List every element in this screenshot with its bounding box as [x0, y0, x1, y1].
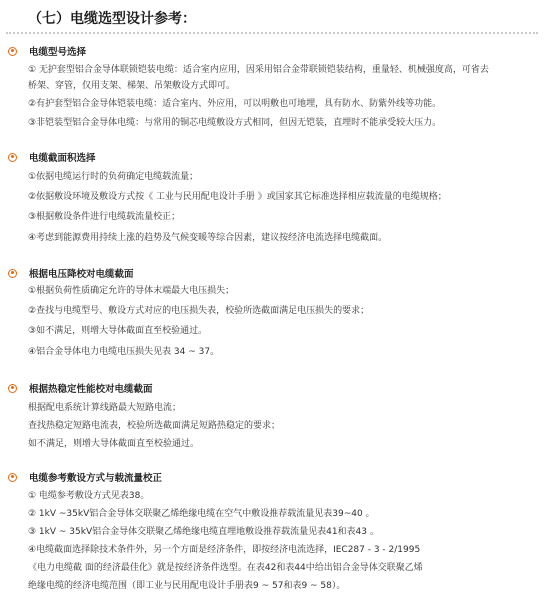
paragraph-line: ② 1kV ~35kV铝合金导体交联聚乙烯绝缘电缆在空气中敷设推荐载流量见表39~40 。	[28, 509, 375, 519]
title-divider	[6, 32, 538, 34]
section-heading-cable-model	[8, 44, 86, 58]
section-heading-cross-section	[8, 150, 96, 164]
paragraph-line: 查找热稳定短路电流表，校验所选截面满足短路热稳定的要求；	[28, 421, 281, 431]
paragraph-line: 桥架、穿管，仅用支架、梯架、吊架敷设方式即可。	[28, 81, 236, 91]
section-heading-voltage-drop	[8, 266, 134, 280]
circle-bullet-icon	[8, 153, 17, 162]
section-heading-thermal-stability	[8, 381, 153, 395]
section-heading-text: 电缆参考敷设方式与载流量校正	[29, 473, 163, 484]
section-heading-text: 根据电压降校对电缆截面	[29, 269, 134, 280]
paragraph-line: ④铝合金导体电力电缆电压损失见表 34 ~ 37。	[28, 347, 220, 357]
section-heading-text: 根据热稳定性能校对电缆截面	[29, 384, 153, 395]
paragraph-line: ②查找与电缆型号、敷设方式对应的电压损失表，校验所选截面满足电压损失的要求；	[28, 306, 370, 316]
paragraph-line: ④考虑到能源费用持续上涨的趋势及气候变暖等综合因素，建议按经济电流选择电缆截面。	[28, 233, 388, 243]
circle-bullet-icon	[8, 47, 17, 56]
circle-bullet-icon	[8, 384, 17, 393]
paragraph-line: ③根据敷设条件进行电缆载流量校正；	[28, 212, 181, 222]
paragraph-line: ③ 1kV ~ 35kV铝合金导体交联聚乙烯绝缘电缆直埋地敷设推荐载流量见表41和表43 。	[28, 527, 379, 537]
paragraph-line: ②有护套型铝合金导体铠装电缆：适合室内、外应用，可以明敷也可地埋，具有防水、防紫外线等功能。	[28, 99, 442, 109]
paragraph-line: 绝缘电缆的经济电缆范围（即工业与民用配电设计手册表9 ~ 57和表9 ~ 58）。	[28, 581, 346, 591]
paragraph-line: 《电力电缆截 面的经济最佳化》就是按经济条件选型。在表42和表44中给出铝合金导体交联聚乙烯	[28, 563, 423, 573]
page-title: （七）电缆选型设计参考：	[28, 11, 196, 27]
circle-bullet-icon	[8, 269, 17, 278]
paragraph-line: ① 电缆参考敷设方式见表38。	[28, 491, 150, 501]
section-heading-text: 电缆型号选择	[29, 47, 87, 58]
paragraph-line: 根据配电系统计算线路最大短路电流；	[28, 403, 182, 413]
circle-bullet-icon	[8, 473, 17, 482]
paragraph-line: 如不满足，则增大导体截面直至校验通过。	[28, 439, 200, 449]
paragraph-line: ③非铠装型铝合金导体电缆：与常用的铜芯电缆敷设方式相同，但因无铠装，直埋时不能承受较大压力。	[28, 118, 442, 128]
paragraph-line: ④电缆截面选择除技术条件外，另一个方面是经济条件，即按经济电流选择，IEC287 - 3 - 2/1995	[28, 545, 421, 555]
paragraph-line: ① 无护套型铝合金导体联锁铠装电缆：适合室内应用，因采用铝合金带联锁铠装结构，重量轻、机械强度高，可省去	[28, 65, 489, 75]
section-heading-text: 电缆截面积选择	[29, 153, 96, 164]
paragraph-line: ②依据敷设环境及敷设方式按《 工业与民用配电设计手册 》或国家其它标准选择相应载流量的电缆规格；	[28, 192, 447, 202]
paragraph-line: ①依据电缆运行时的负荷确定电缆载流量；	[28, 172, 199, 182]
paragraph-line: ①根据负荷性质确定允许的导体末端最大电压损失；	[28, 286, 235, 296]
section-heading-laying-method	[8, 470, 162, 484]
paragraph-line: ③如不满足，则增大导体截面直至校验通过。	[28, 326, 208, 336]
